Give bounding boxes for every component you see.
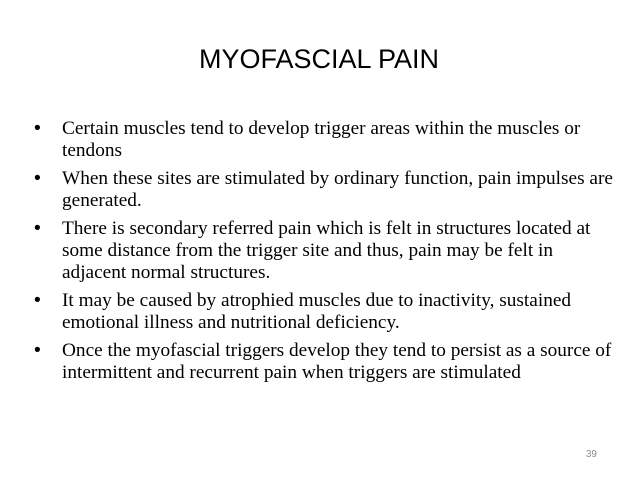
bullet-dot-icon: • <box>34 167 41 189</box>
bullet-dot-icon: • <box>34 289 41 311</box>
bullet-list <box>34 118 614 389</box>
bullet-text: It may be caused by atrophied muscles due to inactivity, sustained emotional illness and nutritional deficiency. <box>62 289 572 334</box>
bullet-text: Once the myofascial triggers develop they tend to persist as a source of intermittent and recurrent pain when triggers are stimulated <box>62 339 612 384</box>
slide-title: MYOFASCIAL PAIN <box>198 44 440 74</box>
bullet-text: Certain muscles tend to develop trigger areas within the muscles or tendons <box>62 118 581 162</box>
bullet-dot-icon: • <box>34 217 41 239</box>
bullet-item <box>34 290 614 335</box>
bullet-item <box>34 168 614 213</box>
bullet-item <box>34 218 614 285</box>
bullet-dot-icon: • <box>34 118 41 139</box>
bullet-item <box>34 118 614 163</box>
bullet-item <box>34 340 614 385</box>
bullet-dot-icon: • <box>34 339 41 361</box>
bullet-text: There is secondary referred pain which is felt in structures located at some distance from the trigger site and thus, pain may be felt in adjacent normal structures. <box>62 217 591 284</box>
page-number: 39 <box>585 449 597 460</box>
bullet-text: When these sites are stimulated by ordinary function, pain impulses are generated. <box>62 167 613 212</box>
